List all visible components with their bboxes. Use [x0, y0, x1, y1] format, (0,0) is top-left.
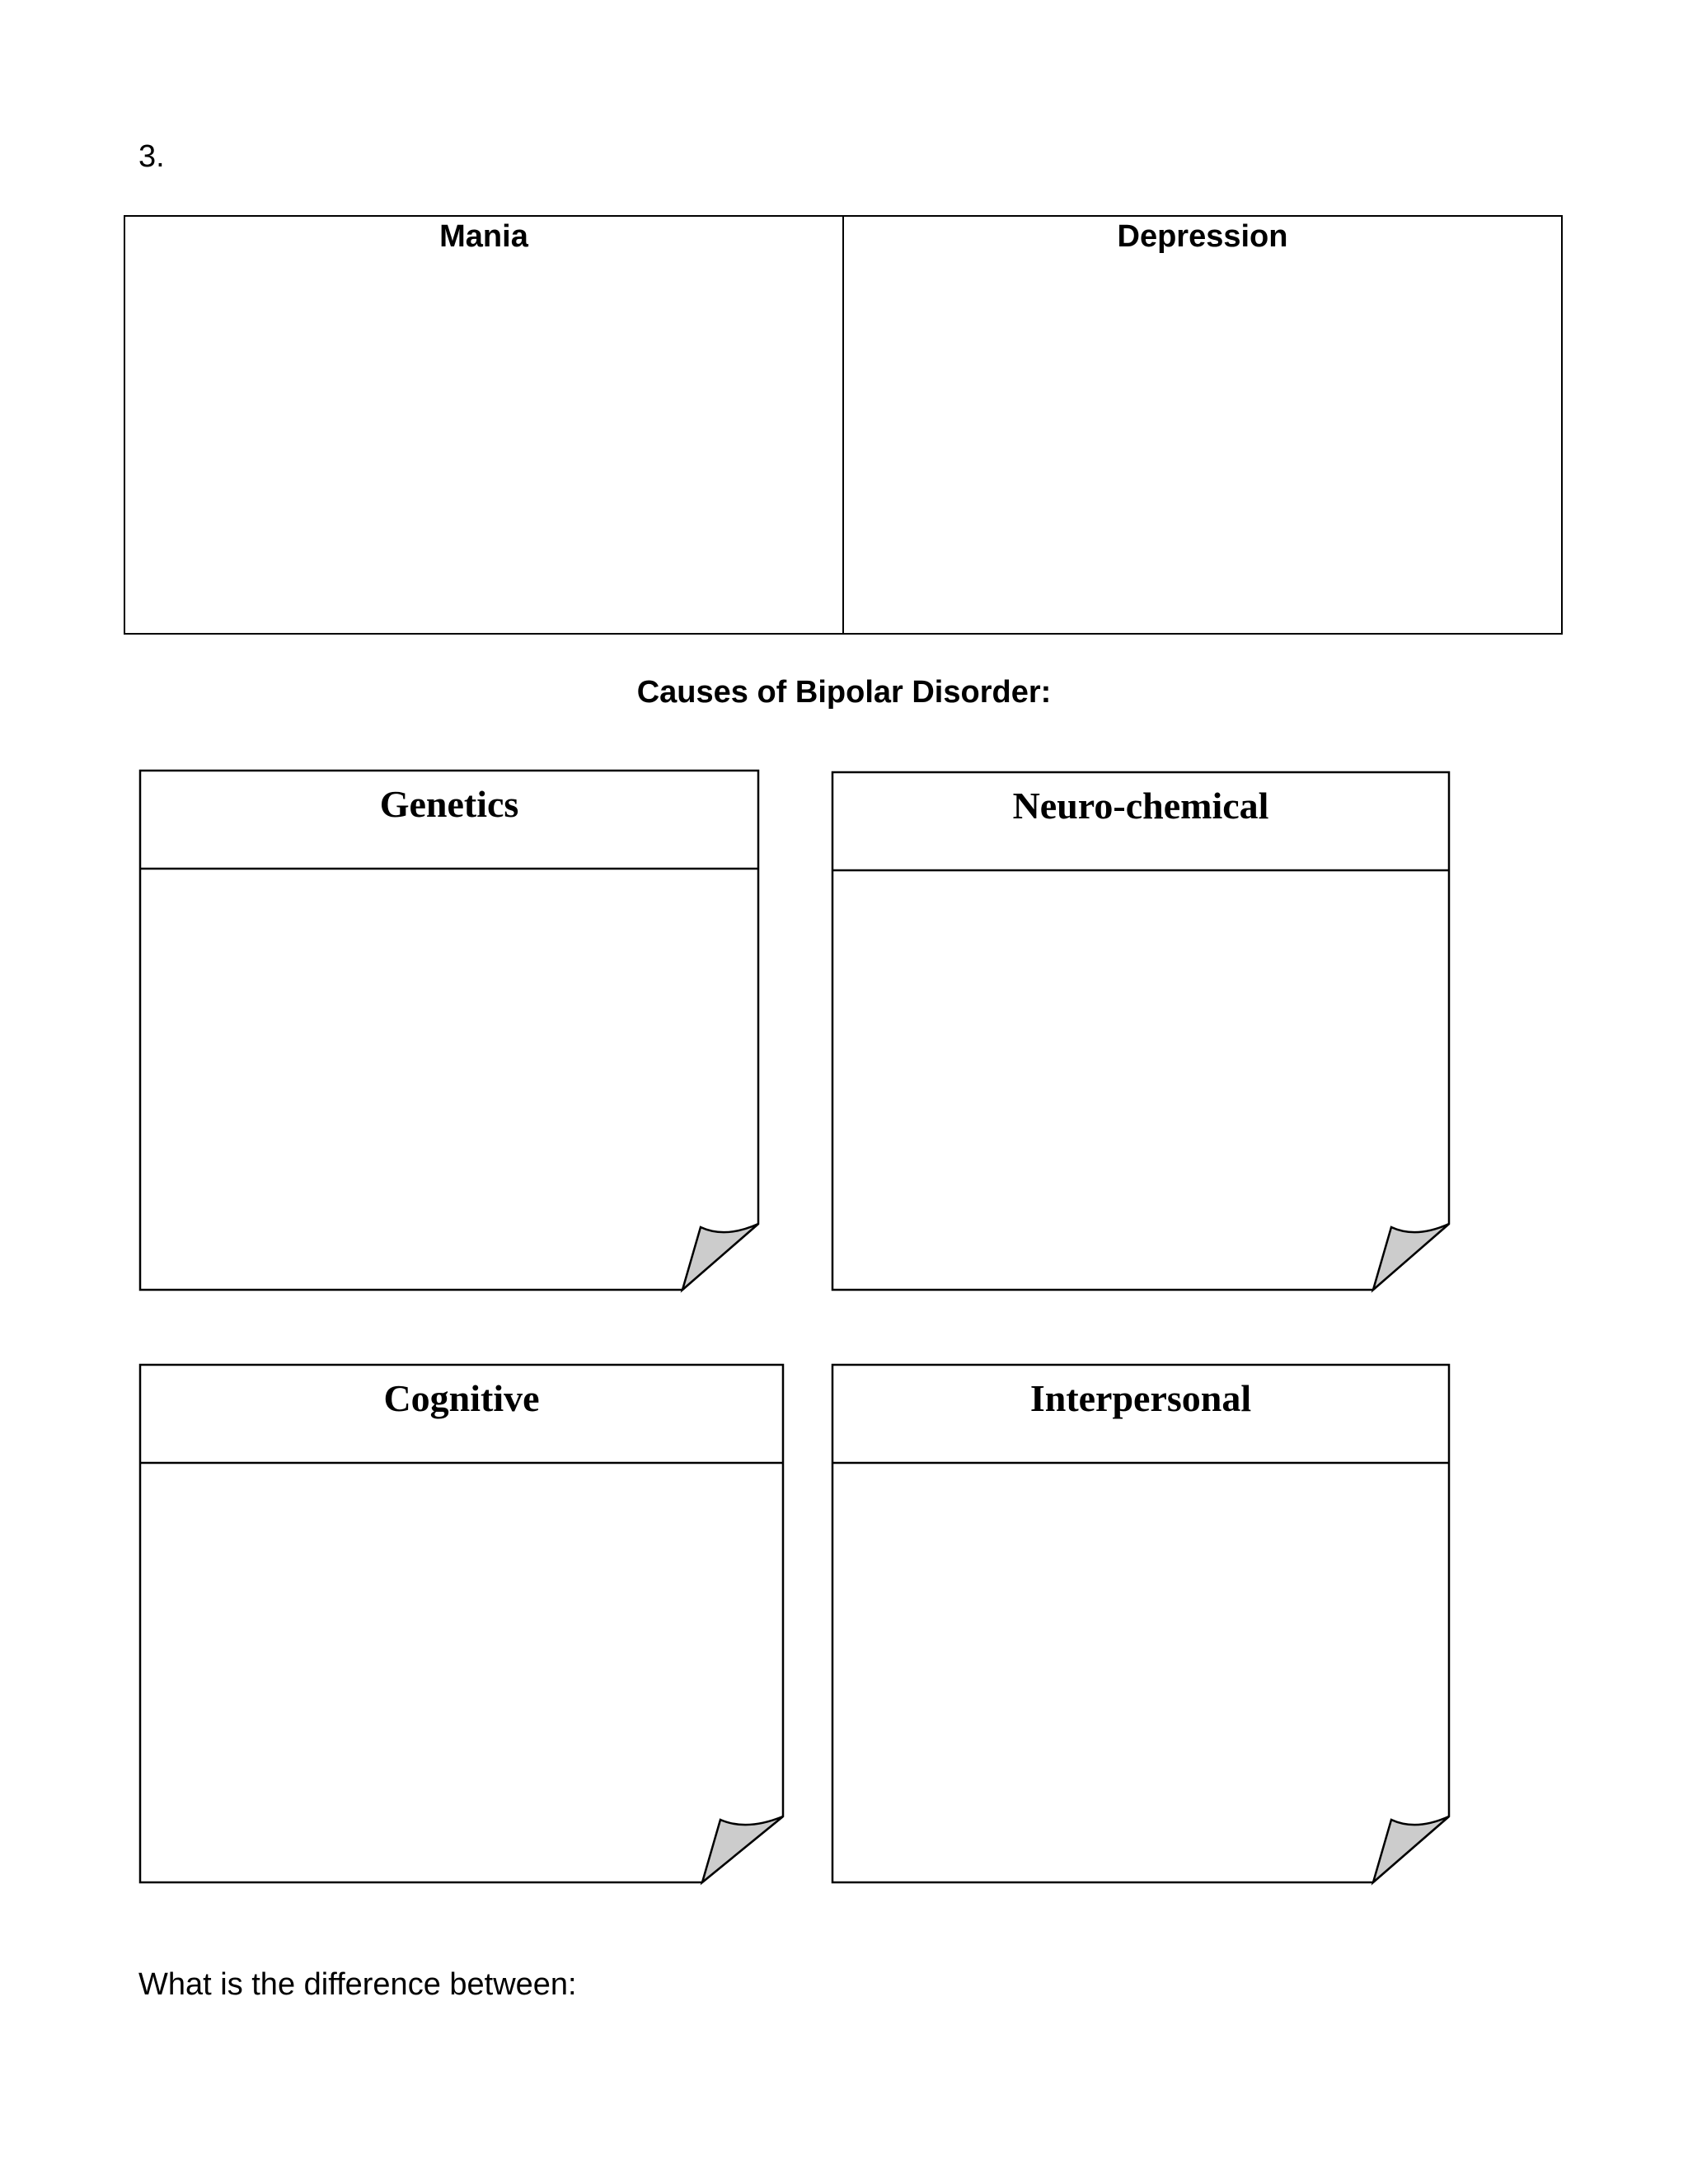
cognitive-title: Cognitive [383, 1377, 540, 1419]
interpersonal-title: Interpersonal [1029, 1377, 1252, 1419]
genetics-title: Genetics [379, 783, 519, 825]
interpersonal-card [831, 1363, 1451, 1884]
causes-title: Causes of Bipolar Disorder: [636, 675, 1052, 710]
note-outline [138, 769, 760, 1291]
neuro-chemical-title: Neuro-chemical [1012, 785, 1269, 827]
bottom-question: What is the difference between: [138, 1967, 577, 2002]
genetics-card [138, 769, 760, 1291]
note-outline [831, 771, 1451, 1291]
mania-header: Mania [439, 219, 528, 254]
mania-depression-table [124, 215, 1563, 635]
neuro-chemical-card [831, 771, 1451, 1291]
cognitive-card [138, 1363, 785, 1884]
note-outline [138, 1363, 785, 1884]
mania-column [125, 217, 842, 633]
depression-column [842, 217, 1561, 633]
depression-header: Depression [1117, 219, 1288, 254]
question-number: 3. [138, 139, 165, 174]
note-outline [831, 1363, 1451, 1884]
